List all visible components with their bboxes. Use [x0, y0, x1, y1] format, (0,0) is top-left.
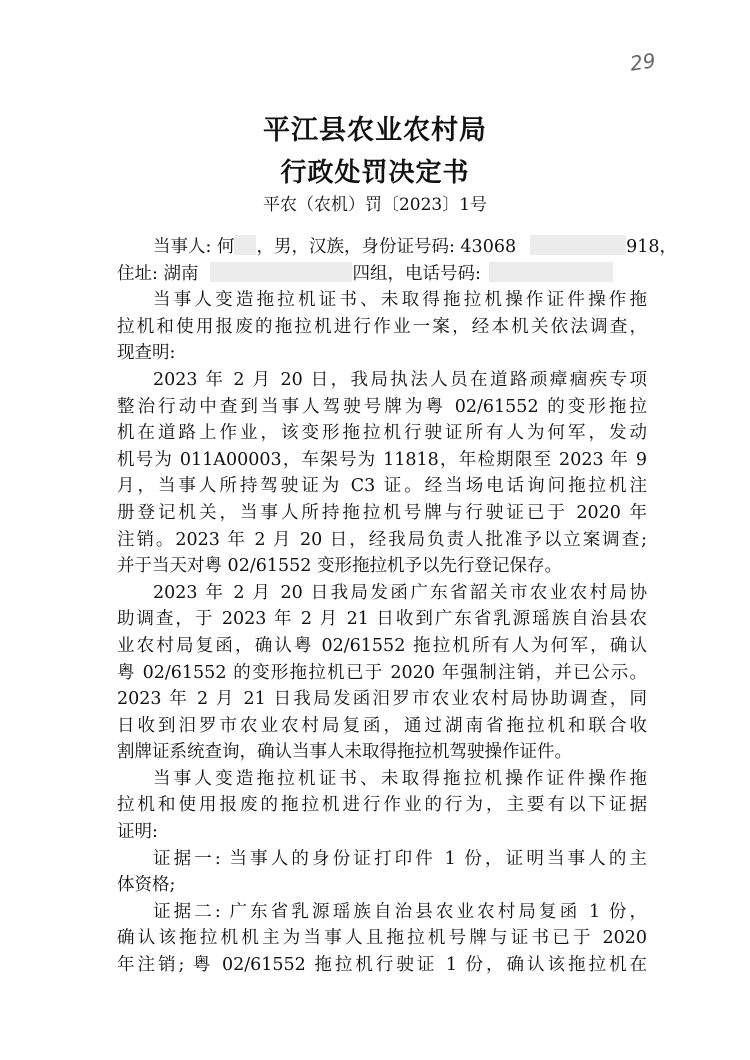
- party-line-2: [117, 261, 647, 288]
- paragraph-line: 证明:: [117, 822, 158, 843]
- paragraph-line: 月，当事人所持驾驶证为 C3 证。经当场电话询问拖拉机注: [117, 476, 647, 497]
- evidence-line: 证据二: 广东省乳源瑶族自治县农业农村局复函 1 份，: [153, 901, 647, 922]
- evidence-line: 体资格;: [117, 875, 176, 896]
- address-details: 四组，电话号码:: [352, 263, 481, 284]
- address-label: 住址: 湖南: [117, 263, 199, 284]
- paragraph-line: 粤 02/61552 的变形拖拉机已于 2020 年强制注销，并已公示。: [117, 662, 647, 683]
- paragraph-line: 日收到汨罗市农业农村局复函，通过湖南省拖拉机和联合收: [117, 715, 647, 736]
- paragraph-line: 助调查，于 2023 年 2 月 21 日收到广东省乳源瑶族自治县农: [117, 609, 647, 630]
- paragraph-line: 2023 年 2 月 20 日，我局执法人员在道路顽瘴痼疾专项: [153, 369, 647, 390]
- page-mark: 29: [628, 48, 657, 76]
- paragraph-line: 2023 年 2 月 21 日我局发函汨罗市农业农村局协助调查，同: [117, 689, 647, 710]
- paragraph-line: 机号为 011A00003，车架号为 11818，年检期限至 2023 年 9: [117, 449, 647, 470]
- agency-title: 平江县农业农村局: [263, 115, 487, 146]
- party-name-label: 当事人: 何: [153, 237, 235, 257]
- paragraph-line: 当事人变造拖拉机证书、未取得拖拉机操作证件操作拖: [153, 768, 647, 789]
- paragraph-line: 整治行动中查到当事人驾驶号牌为粤 02/61552 的变形拖拉: [117, 396, 647, 417]
- paragraph-line: 注销。2023 年 2 月 20 日，经我局负责人批准予以立案调查;: [117, 529, 647, 550]
- redacted-address: [210, 262, 352, 282]
- paragraph-line: 当事人变造拖拉机证书、未取得拖拉机操作证件操作拖: [153, 290, 647, 311]
- document-body: [117, 234, 678, 979]
- paragraph-line: 割牌证系统查询，确认当事人未取得拖拉机驾驶操作证件。: [117, 742, 572, 763]
- paragraph-line: 业农村局复函，确认粤 02/61552 拖拉机所有人为何军，确认: [117, 635, 647, 656]
- evidence-line: 年注销; 粤 02/61552 拖拉机行驶证 1 份，确认该拖拉机在: [117, 955, 647, 976]
- evidence-line: 证据一: 当事人的身份证打印件 1 份，证明当事人的主: [153, 848, 647, 869]
- paragraph-line: 拉机和使用报废的拖拉机进行作业一案，经本机关依法调查，: [117, 316, 647, 337]
- paragraph-line: 册登记机关，当事人所持拖拉机号牌与行驶证已于 2020 年: [117, 502, 647, 523]
- redacted-phone: [489, 262, 613, 282]
- document-number: 平农（农机）罚〔2023〕1号: [262, 195, 488, 215]
- evidence-line: 确认该拖拉机机主为当事人且拖拉机号牌与证书已于 2020: [117, 928, 647, 949]
- party-details: ，男，汉族，身份证号码: 43068: [256, 237, 517, 257]
- paragraph-line: 并于当天对粤 02/61552 变形拖拉机予以先行登记保存。: [117, 556, 562, 577]
- redacted-id-number: [530, 235, 626, 255]
- redacted-name: [234, 235, 256, 255]
- paragraph-line: 机在道路上作业，该变形拖拉机行驶证所有人为何军，发动: [117, 423, 647, 444]
- party-id-suffix: 918，: [626, 237, 678, 257]
- paragraph-line: 拉机和使用报废的拖拉机进行作业的行为，主要有以下证据: [117, 795, 647, 816]
- paragraph-line: 2023 年 2 月 20 日我局发函广东省韶关市农业农村局协: [153, 582, 647, 603]
- paragraph-line: 现查明:: [117, 343, 176, 364]
- document-type-title: 行政处罚决定书: [280, 158, 470, 188]
- party-line-1: [117, 234, 678, 261]
